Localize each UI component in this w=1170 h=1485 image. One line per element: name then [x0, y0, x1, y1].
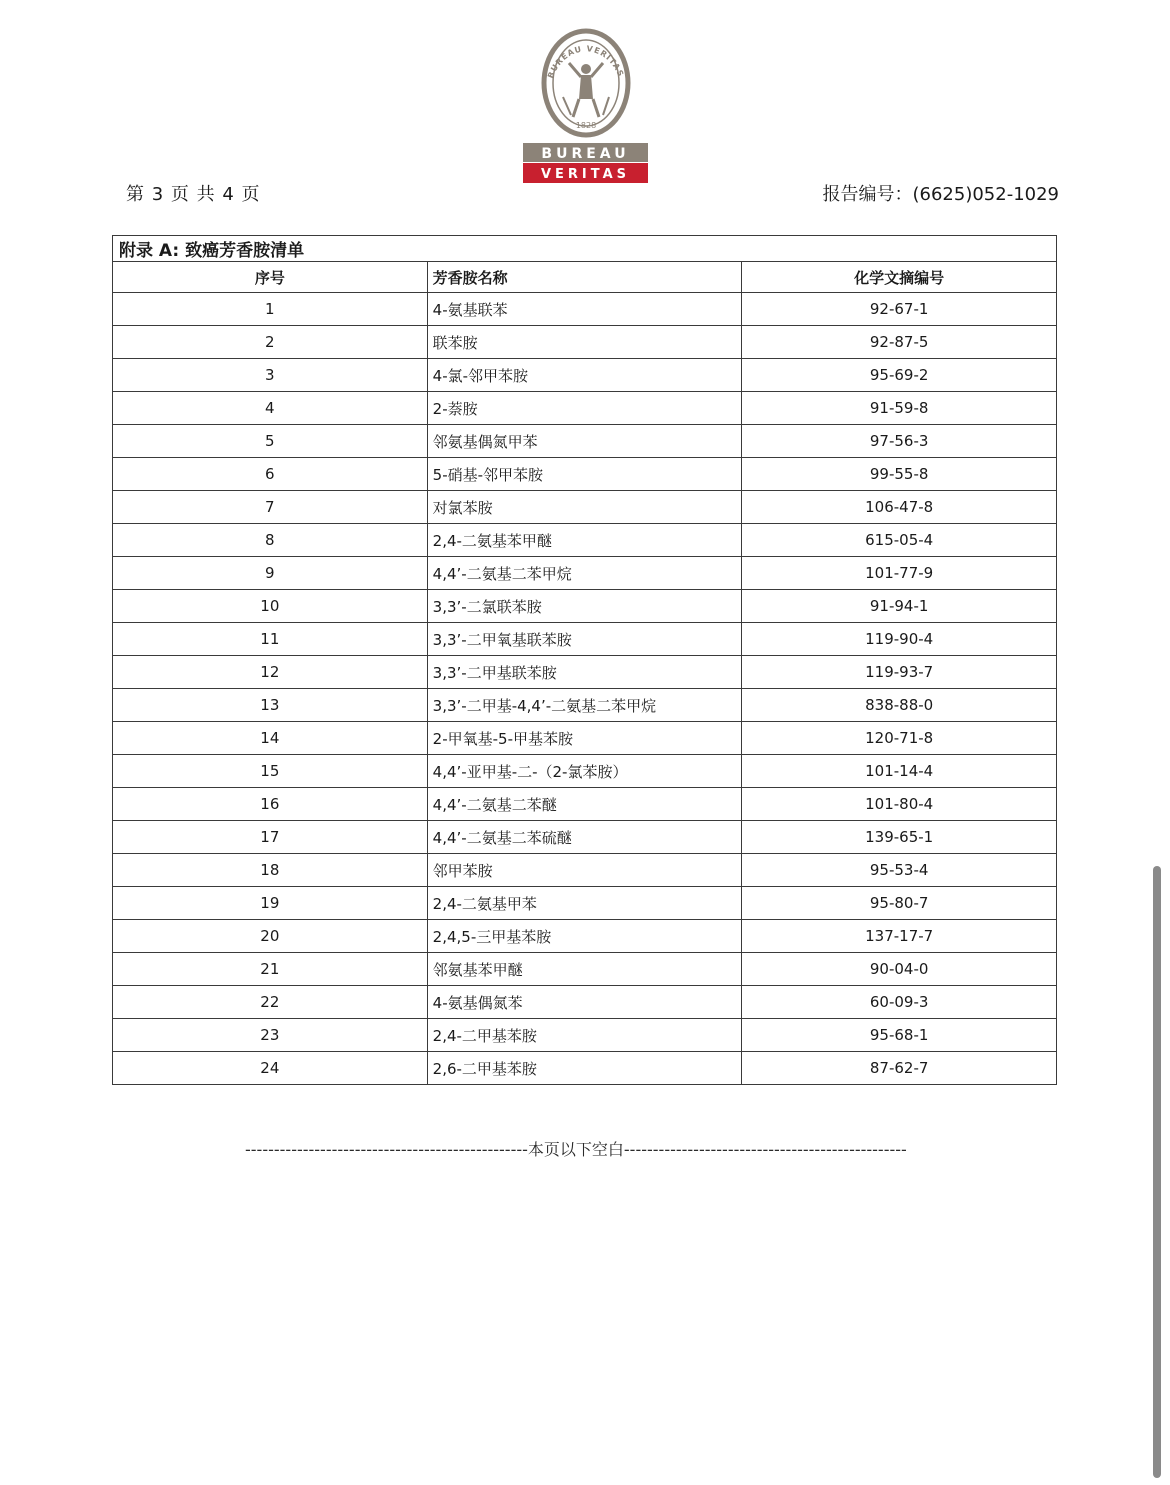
table-row [113, 821, 1057, 854]
cas-number: 95-68-1 [742, 1019, 1057, 1052]
row-number: 24 [113, 1052, 428, 1085]
amine-name: 3,3’-二甲氧基联苯胺 [427, 623, 742, 656]
cas-number: 615-05-4 [742, 524, 1057, 557]
report-number: 报告编号：(6625)052-1029 [822, 184, 1059, 205]
cas-number: 838-88-0 [742, 689, 1057, 722]
table-row [113, 590, 1057, 623]
row-number: 19 [113, 887, 428, 920]
table-row [113, 755, 1057, 788]
row-number: 4 [113, 392, 428, 425]
scrollbar[interactable] [1153, 866, 1161, 1478]
cas-number: 87-62-7 [742, 1052, 1057, 1085]
amine-name: 2,6-二甲基苯胺 [427, 1052, 742, 1085]
table-header-row [113, 262, 1057, 293]
table-row [113, 788, 1057, 821]
cas-number: 99-55-8 [742, 458, 1057, 491]
table-row [113, 920, 1057, 953]
row-number: 21 [113, 953, 428, 986]
cas-number: 60-09-3 [742, 986, 1057, 1019]
amine-name: 4-氯-邻甲苯胺 [427, 359, 742, 392]
cas-number: 97-56-3 [742, 425, 1057, 458]
cas-number: 91-94-1 [742, 590, 1057, 623]
row-number: 16 [113, 788, 428, 821]
svg-text:VERITAS: VERITAS [540, 167, 631, 182]
cas-number: 101-80-4 [742, 788, 1057, 821]
cas-number: 90-04-0 [742, 953, 1057, 986]
row-number: 14 [113, 722, 428, 755]
appendix-title-row [113, 236, 1057, 262]
amine-name: 3,3’-二氯联苯胺 [427, 590, 742, 623]
row-number: 17 [113, 821, 428, 854]
amine-name: 5-硝基-邻甲苯胺 [427, 458, 742, 491]
row-number: 6 [113, 458, 428, 491]
svg-text:BUREAU VERITAS: BUREAU VERITAS [545, 44, 626, 80]
row-number: 22 [113, 986, 428, 1019]
row-number: 9 [113, 557, 428, 590]
table-row [113, 1052, 1057, 1085]
cas-number: 120-71-8 [742, 722, 1057, 755]
table-row [113, 887, 1057, 920]
svg-text:BUREAU: BUREAU [541, 146, 630, 162]
row-number: 5 [113, 425, 428, 458]
table-row [113, 557, 1057, 590]
table-row [113, 359, 1057, 392]
amine-name: 4,4’-二氨基二苯甲烷 [427, 557, 742, 590]
row-number: 2 [113, 326, 428, 359]
cas-number: 106-47-8 [742, 491, 1057, 524]
table-row [113, 986, 1057, 1019]
appendix-title: 附录 A: 致癌芳香胺清单 [113, 236, 1057, 262]
amine-name: 邻氨基偶氮甲苯 [427, 425, 742, 458]
table-row [113, 524, 1057, 557]
cas-number: 95-69-2 [742, 359, 1057, 392]
row-number: 11 [113, 623, 428, 656]
cas-number: 95-53-4 [742, 854, 1057, 887]
table-row [113, 953, 1057, 986]
amine-name: 2-甲氧基-5-甲基苯胺 [427, 722, 742, 755]
table-row [113, 491, 1057, 524]
amine-name: 对氯苯胺 [427, 491, 742, 524]
table-row [113, 326, 1057, 359]
row-number: 3 [113, 359, 428, 392]
amine-name: 4-氨基联苯 [427, 293, 742, 326]
row-number: 8 [113, 524, 428, 557]
cas-number: 119-93-7 [742, 656, 1057, 689]
bureau-veritas-logo [523, 27, 648, 183]
cas-number: 92-67-1 [742, 293, 1057, 326]
row-number: 10 [113, 590, 428, 623]
table-row [113, 392, 1057, 425]
cas-number: 101-14-4 [742, 755, 1057, 788]
amine-name: 4,4’-亚甲基-二-（2-氯苯胺） [427, 755, 742, 788]
row-number: 7 [113, 491, 428, 524]
column-header-no: 序号 [113, 262, 428, 293]
table-row [113, 623, 1057, 656]
table-row [113, 689, 1057, 722]
amine-name: 2-萘胺 [427, 392, 742, 425]
blank-page-note: -------------------------------------------------本页以下空白------------------------------------------------- [245, 1140, 907, 1159]
page-indicator: 第 3 页 共 4 页 [126, 184, 261, 205]
amine-name: 4,4’-二氨基二苯硫醚 [427, 821, 742, 854]
svg-text:1828: 1828 [575, 121, 597, 130]
amine-name: 4,4’-二氨基二苯醚 [427, 788, 742, 821]
row-number: 23 [113, 1019, 428, 1052]
amine-name: 2,4-二氨基苯甲醚 [427, 524, 742, 557]
table-row [113, 425, 1057, 458]
table-row [113, 656, 1057, 689]
amine-name: 邻甲苯胺 [427, 854, 742, 887]
amine-name: 2,4,5-三甲基苯胺 [427, 920, 742, 953]
cas-number: 101-77-9 [742, 557, 1057, 590]
amine-name: 邻氨基苯甲醚 [427, 953, 742, 986]
amine-name: 2,4-二甲基苯胺 [427, 1019, 742, 1052]
column-header-name: 芳香胺名称 [427, 262, 742, 293]
amine-name: 4-氨基偶氮苯 [427, 986, 742, 1019]
cas-number: 91-59-8 [742, 392, 1057, 425]
table-row [113, 1019, 1057, 1052]
amine-name: 3,3’-二甲基-4,4’-二氨基二苯甲烷 [427, 689, 742, 722]
table-row [113, 722, 1057, 755]
carcinogenic-amines-table [112, 235, 1057, 1085]
table-row [113, 854, 1057, 887]
row-number: 13 [113, 689, 428, 722]
row-number: 18 [113, 854, 428, 887]
table-row [113, 458, 1057, 491]
amine-name: 3,3’-二甲基联苯胺 [427, 656, 742, 689]
cas-number: 119-90-4 [742, 623, 1057, 656]
row-number: 20 [113, 920, 428, 953]
column-header-cas: 化学文摘编号 [742, 262, 1057, 293]
row-number: 12 [113, 656, 428, 689]
table-row [113, 293, 1057, 326]
cas-number: 139-65-1 [742, 821, 1057, 854]
row-number: 1 [113, 293, 428, 326]
cas-number: 137-17-7 [742, 920, 1057, 953]
amine-name: 联苯胺 [427, 326, 742, 359]
row-number: 15 [113, 755, 428, 788]
amine-name: 2,4-二氨基甲苯 [427, 887, 742, 920]
cas-number: 92-87-5 [742, 326, 1057, 359]
cas-number: 95-80-7 [742, 887, 1057, 920]
